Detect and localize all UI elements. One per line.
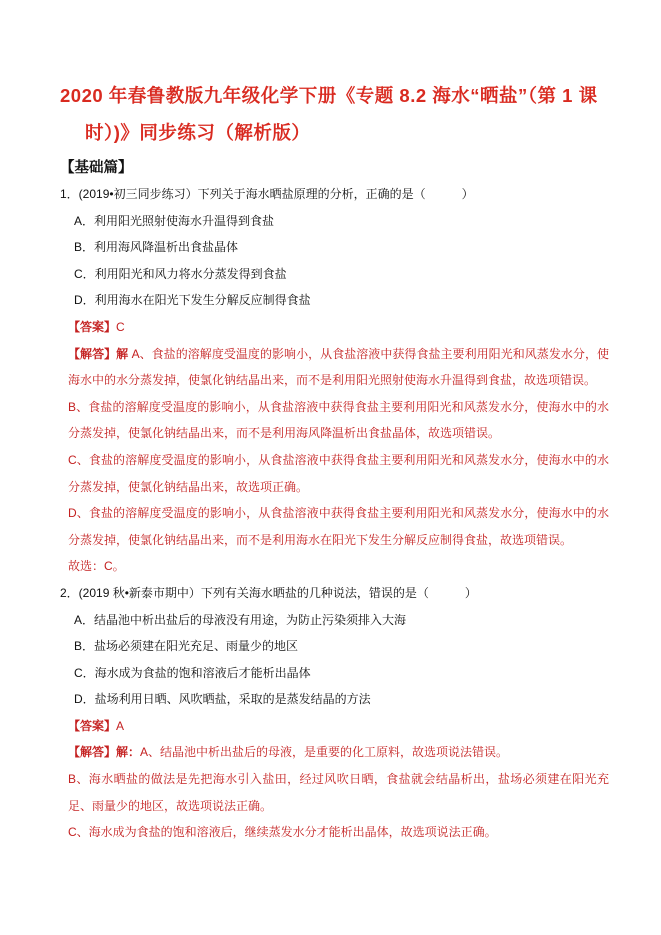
question-2-option-d: D．盐场利用日晒、风吹晒盐，采取的是蒸发结晶的方法: [74, 692, 371, 707]
question-2: [60, 580, 609, 846]
question-1-explanation-paragraph-c: C、食盐的溶解度受温度的影响小，从食盐溶液中获得食盐主要利用阳光和风蒸发水分，使海水中的水分蒸发掉，使氯化钠结晶出来，故选项正确。: [68, 452, 609, 494]
page-title-line-1: 2020 年春鲁教版九年级化学下册《专题 8.2 海水“晒盐”（第 1 课: [60, 85, 598, 106]
question-1-option-b: B．利用海风降温析出食盐晶体: [74, 240, 239, 255]
explanation-text: A、食盐的溶解度受温度的影响小，从食盐溶液中获得食盐主要利用阳光和风蒸发水分，使海水中的水分蒸发掉，使氯化钠结晶出来，而不是利用阳光照射使海水升温得到食盐，故选项错误。: [68, 346, 609, 388]
page-title-line-2: 时）)》同步练习（解析版）: [85, 122, 311, 143]
question-2-option-a: A．结晶池中析出盐后的母液没有用途，为防止污染须排入大海: [74, 612, 407, 627]
answer-value: A: [116, 718, 125, 733]
answer-value: C: [116, 319, 125, 334]
section-header: 【基础篇】: [60, 160, 133, 176]
question-2-explanation-paragraph-c: C、海水成为食盐的饱和溶液后，继续蒸发水分才能析出晶体，故选项说法正确。: [68, 825, 497, 840]
question-1-explanation-paragraph-d: D、食盐的溶解度受温度的影响小，从食盐溶液中获得食盐主要利用阳光和风蒸发水分，使海水中的水分蒸发掉，使氯化钠结晶出来，而不是利用海水在阳光下发生分解反应制得食盐，故选项错误。: [68, 506, 609, 547]
question-1-explanation-paragraph-a: [60, 341, 609, 394]
question-2-option-b: B．盐场必须建在阳光充足、雨量少的地区: [74, 639, 299, 654]
explanation-text: A、结晶池中析出盐后的母液，是重要的化工原料，故选项说法错误。: [140, 745, 509, 760]
question-2-explanation-paragraph-a: [60, 739, 609, 766]
question-2-explanation-paragraph-b: B、海水晒盐的做法是先把海水引入盐田，经过风吹日晒，食盐就会结晶析出，盐场必须建在阳光充足、雨量少的地区，故选项说法正确。: [68, 772, 609, 813]
answer-label: 【答案】: [68, 319, 117, 334]
question-1-stem: 1．(2019•初三同步练习）下列关于海水晒盐原理的分析，正确的是（ ）: [60, 187, 474, 201]
answer-label: 【答案】: [68, 718, 117, 733]
question-1-explanation-paragraph-b: B、食盐的溶解度受温度的影响小，从食盐溶液中获得食盐主要利用阳光和风蒸发水分，使海水中的水分蒸发掉，使氯化钠结晶出来，而不是利用海风降温析出食盐晶体，故选项错误。: [68, 399, 609, 441]
question-2-option-c: C．海水成为食盐的饱和溶液后才能析出晶体: [74, 665, 311, 680]
explanation-label: 【解答】解: [68, 346, 132, 361]
page-title: [60, 77, 609, 151]
question-1-option-a: A．利用阳光照射使海水升温得到食盐: [74, 213, 275, 228]
question-1-option-d: D．利用海水在阳光下发生分解反应制得食盐: [74, 293, 311, 308]
explanation-label: 【解答】解：: [68, 745, 141, 760]
question-1-option-c: C．利用阳光和风力将水分蒸发得到食盐: [74, 266, 287, 281]
question-1: [60, 181, 609, 580]
question-2-answer: [60, 713, 609, 740]
question-2-stem: 2．(2019 秋•新泰市期中）下列有关海水晒盐的几种说法，错误的是（ ）: [60, 585, 477, 600]
question-1-conclusion: 故选：C。: [68, 559, 125, 574]
question-1-answer: [60, 314, 609, 341]
